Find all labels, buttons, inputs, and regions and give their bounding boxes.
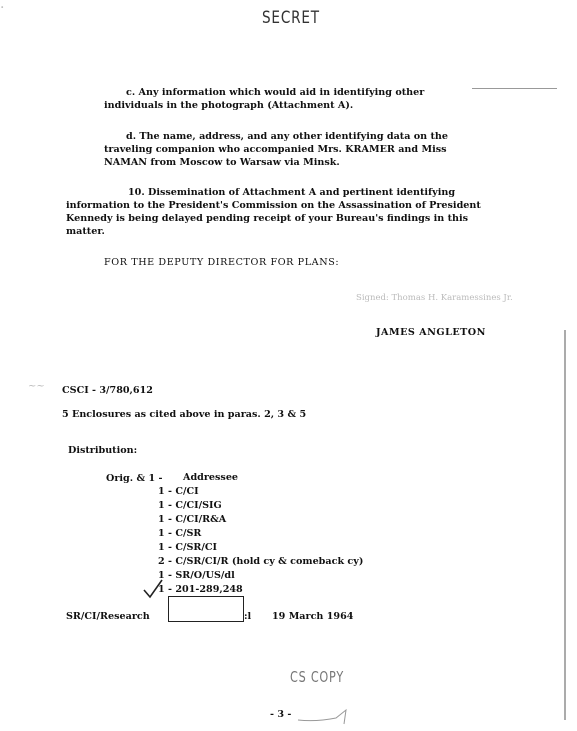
distribution-item: 1 - C/SR (158, 528, 202, 539)
cs-copy-stamp: CS COPY (290, 668, 344, 686)
check-mark-icon (142, 578, 164, 600)
pen-scribble-icon (296, 704, 356, 726)
enclosures-line: 5 Enclosures as cited above in paras. 2, 3 & 5 (62, 409, 307, 420)
originator-suffix: :l (244, 611, 252, 622)
paragraph-10: 10. Dissemination of Attachment A and pertinent identifying information to the President's Commission on the Assassination of President Kennedy is being delayed pending receipt of your Bureau's findings in this matter. (66, 187, 481, 237)
page-number: - 3 - (270, 709, 292, 720)
signature-for-line: FOR THE DEPUTY DIRECTOR FOR PLANS: (104, 257, 340, 268)
distribution-item: 1 - C/CI/SIG (158, 500, 222, 511)
paragraph-c: c. Any information which would aid in identifying other individuals in the photograph (Attachment A). (104, 87, 425, 111)
distribution-item: 1 - C/SR/CI (158, 542, 218, 553)
distribution-item: 2 - C/SR/CI/R (hold cy & comeback cy) (158, 556, 364, 567)
distribution-heading: Distribution: (68, 445, 138, 456)
distribution-item: 1 - C/CI/R&A (158, 514, 227, 525)
distribution-item: 1 - 201-289,248 (158, 584, 243, 595)
paragraph-d: d. The name, address, and any other identifying data on the traveling companion who accompanied Mrs. KRAMER and Miss NAMAN from Moscow to Warsaw via Minsk. (104, 131, 449, 168)
classification-stamp: SECRET (262, 8, 320, 28)
signatory-name: JAMES ANGLETON (376, 327, 486, 338)
redaction-box (168, 596, 244, 622)
faint-signed-line: Signed: Thomas H. Karamessines Jr. (356, 293, 513, 303)
distribution-item: Addressee (183, 472, 239, 483)
corner-mark: · (0, 0, 5, 16)
margin-mark: ~~ (28, 381, 45, 392)
scan-line (472, 88, 557, 89)
distribution-orig-label: Orig. & 1 - (106, 473, 163, 484)
originator-office: SR/CI/Research (66, 611, 150, 622)
distribution-item: 1 - C/CI (158, 486, 199, 497)
reference-number: CSCI - 3/780,612 (62, 385, 153, 396)
originator-date: 19 March 1964 (272, 611, 354, 622)
distribution-item: 1 - SR/O/US/dl (158, 570, 235, 581)
scan-edge-line (564, 330, 566, 720)
